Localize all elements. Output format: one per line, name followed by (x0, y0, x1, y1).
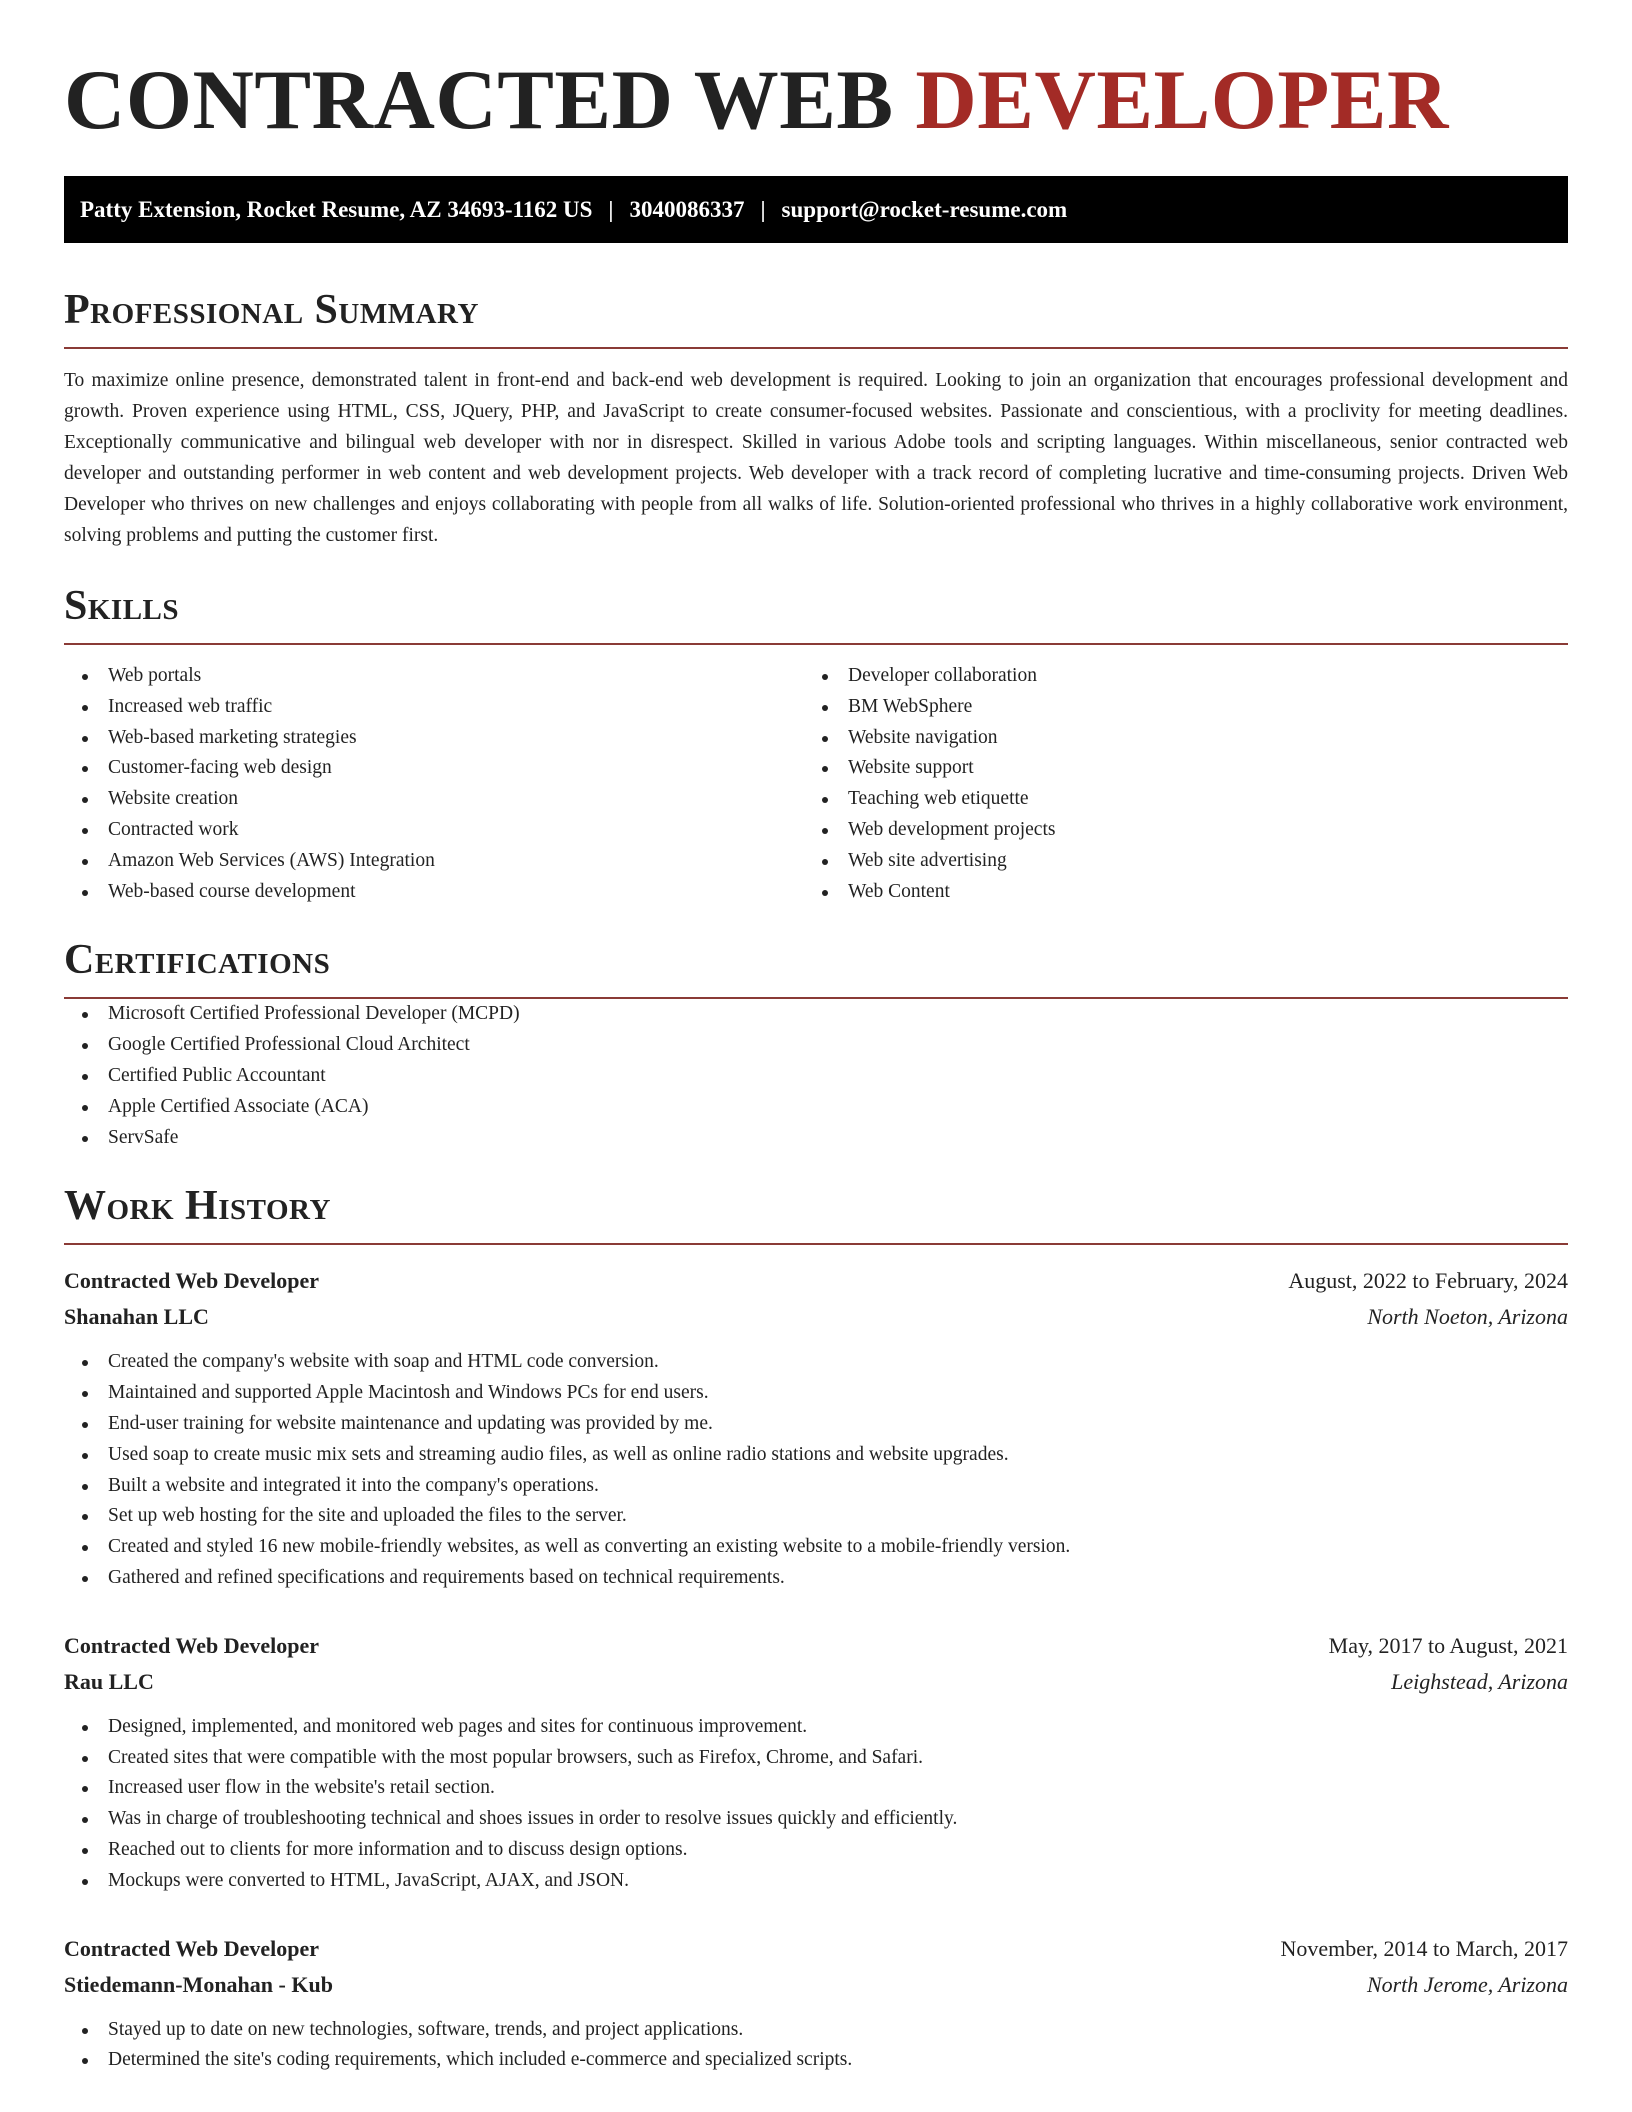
skill-item: Customer-facing web design (64, 753, 804, 784)
section-heading: Professional Summary (64, 289, 1568, 349)
skill-item: Website creation (64, 784, 804, 815)
job-title: Contracted Web Developer (64, 1268, 319, 1294)
skill-item: Web-based marketing strategies (64, 723, 804, 754)
job-duties-list (64, 1347, 1568, 1593)
job-duty: End-user training for website maintenance and updating was provided by me. (64, 1409, 1568, 1440)
job-duty: Increased user flow in the website's retail section. (64, 1773, 1568, 1804)
certification-item: Google Certified Professional Cloud Architect (64, 1030, 1568, 1061)
job-duty: Mockups were converted to HTML, JavaScript, AJAX, and JSON. (64, 1866, 1568, 1897)
contact-phone: 3040086337 (629, 196, 745, 222)
skills-columns (64, 661, 1568, 907)
contact-bar (64, 176, 1568, 243)
section-heading: Work History (64, 1185, 1568, 1245)
job-duty: Was in charge of troubleshooting technical and shoes issues in order to resolve issues quickly and efficiently. (64, 1804, 1568, 1835)
job-duty: Determined the site's coding requirements, which included e-commerce and specialized scripts. (64, 2045, 1568, 2076)
section-heading: Certifications (64, 939, 1568, 999)
job-duty: Maintained and supported Apple Macintosh and Windows PCs for end users. (64, 1378, 1568, 1409)
contact-email: support@rocket-resume.com (781, 196, 1068, 222)
job-duty: Gathered and refined specifications and requirements based on technical requirements. (64, 1563, 1568, 1594)
certification-item: ServSafe (64, 1123, 1568, 1154)
job-dates: August, 2022 to February, 2024 (1288, 1268, 1568, 1294)
skill-item: Teaching web etiquette (804, 784, 1544, 815)
resume-page (64, 0, 1568, 2076)
job-duty: Designed, implemented, and monitored web pages and sites for continuous improvement. (64, 1712, 1568, 1743)
skill-item: Web portals (64, 661, 804, 692)
skill-item: Web development projects (804, 815, 1544, 846)
job-duties-list (64, 1712, 1568, 1897)
job-entry (64, 1628, 1568, 1897)
skills-list-right (804, 661, 1544, 907)
contact-separator: | (760, 196, 766, 222)
job-dates: November, 2014 to March, 2017 (1280, 1935, 1568, 1961)
skills-list-left (64, 661, 804, 907)
professional-summary-section (64, 289, 1568, 551)
skill-item: Website navigation (804, 723, 1544, 754)
skill-item: Amazon Web Services (AWS) Integration (64, 846, 804, 877)
certification-item: Apple Certified Associate (ACA) (64, 1092, 1568, 1123)
skill-item: Increased web traffic (64, 692, 804, 723)
job-company: Rau LLC (64, 1668, 154, 1694)
job-duties-list (64, 2015, 1568, 2077)
job-company-row (64, 1967, 1568, 2003)
certifications-section (64, 939, 1568, 1153)
certification-item: Certified Public Accountant (64, 1061, 1568, 1092)
job-entry (64, 1931, 1568, 2077)
skill-item: Website support (804, 753, 1544, 784)
certifications-list (64, 999, 1568, 1153)
resume-title (64, 53, 1568, 158)
certification-item: Microsoft Certified Professional Developer (MCPD) (64, 999, 1568, 1030)
skill-item: Developer collaboration (804, 661, 1544, 692)
job-header-row (64, 1628, 1568, 1664)
job-duty: Stayed up to date on new technologies, software, trends, and project applications. (64, 2015, 1568, 2046)
job-entry (64, 1263, 1568, 1593)
job-title: Contracted Web Developer (64, 1935, 319, 1961)
title-main: CONTRACTED WEB (64, 53, 916, 147)
job-duty: Set up web hosting for the site and uploaded the files to the server. (64, 1501, 1568, 1532)
skill-item: Web-based course development (64, 877, 804, 908)
job-title: Contracted Web Developer (64, 1632, 319, 1658)
job-duty: Reached out to clients for more information and to discuss design options. (64, 1835, 1568, 1866)
job-header-row (64, 1263, 1568, 1299)
job-location: North Noeton, Arizona (1367, 1304, 1568, 1330)
job-dates: May, 2017 to August, 2021 (1328, 1632, 1568, 1658)
title-accent: DEVELOPER (915, 53, 1449, 147)
job-location: Leighstead, Arizona (1391, 1668, 1568, 1694)
skill-item: Contracted work (64, 815, 804, 846)
job-duty: Built a website and integrated it into the company's operations. (64, 1471, 1568, 1502)
job-company-row (64, 1664, 1568, 1700)
summary-text: To maximize online presence, demonstrated talent in front-end and back-end web development is required. Looking to join an organization that encourages professional development and growth. Proven experience using HTML, CSS, JQuery, PHP, and JavaScript to create consumer-focused websites. Passionate and conscientious, with a proclivity for meeting deadlines. Exceptionally communicative and bilingual web developer with nor in disrespect. Skilled in various Adobe tools and scripting languages. Within miscellaneous, senior contracted web developer and outstanding performer in web content and web development projects. Web developer with a track record of completing lucrative and time-consuming projects. Driven Web Developer who thrives on new challenges and enjoys collaborating with people from all walks of life. Solution-oriented professional who thrives in a highly collaborative work environment, solving problems and putting the customer first. (64, 370, 1568, 546)
skill-item: Web site advertising (804, 846, 1544, 877)
job-company: Stiedemann-Monahan - Kub (64, 1971, 333, 1997)
skill-item: BM WebSphere (804, 692, 1544, 723)
job-duty: Created sites that were compatible with the most popular browsers, such as Firefox, Chrome, and Safari. (64, 1743, 1568, 1774)
job-duty: Used soap to create music mix sets and streaming audio files, as well as online radio stations and website upgrades. (64, 1440, 1568, 1471)
contact-address: Patty Extension, Rocket Resume, AZ 34693-1162 US (80, 196, 593, 222)
contact-separator: | (608, 196, 614, 222)
job-duty: Created and styled 16 new mobile-friendly websites, as well as converting an existing website to a mobile-friendly version. (64, 1532, 1568, 1563)
skill-item: Web Content (804, 877, 1544, 908)
skills-section (64, 585, 1568, 907)
section-heading: Skills (64, 585, 1568, 645)
job-company-row (64, 1299, 1568, 1335)
work-history-section (64, 1185, 1568, 2076)
job-company: Shanahan LLC (64, 1304, 209, 1330)
job-header-row (64, 1931, 1568, 1967)
job-duty: Created the company's website with soap and HTML code conversion. (64, 1347, 1568, 1378)
job-location: North Jerome, Arizona (1366, 1971, 1568, 1997)
